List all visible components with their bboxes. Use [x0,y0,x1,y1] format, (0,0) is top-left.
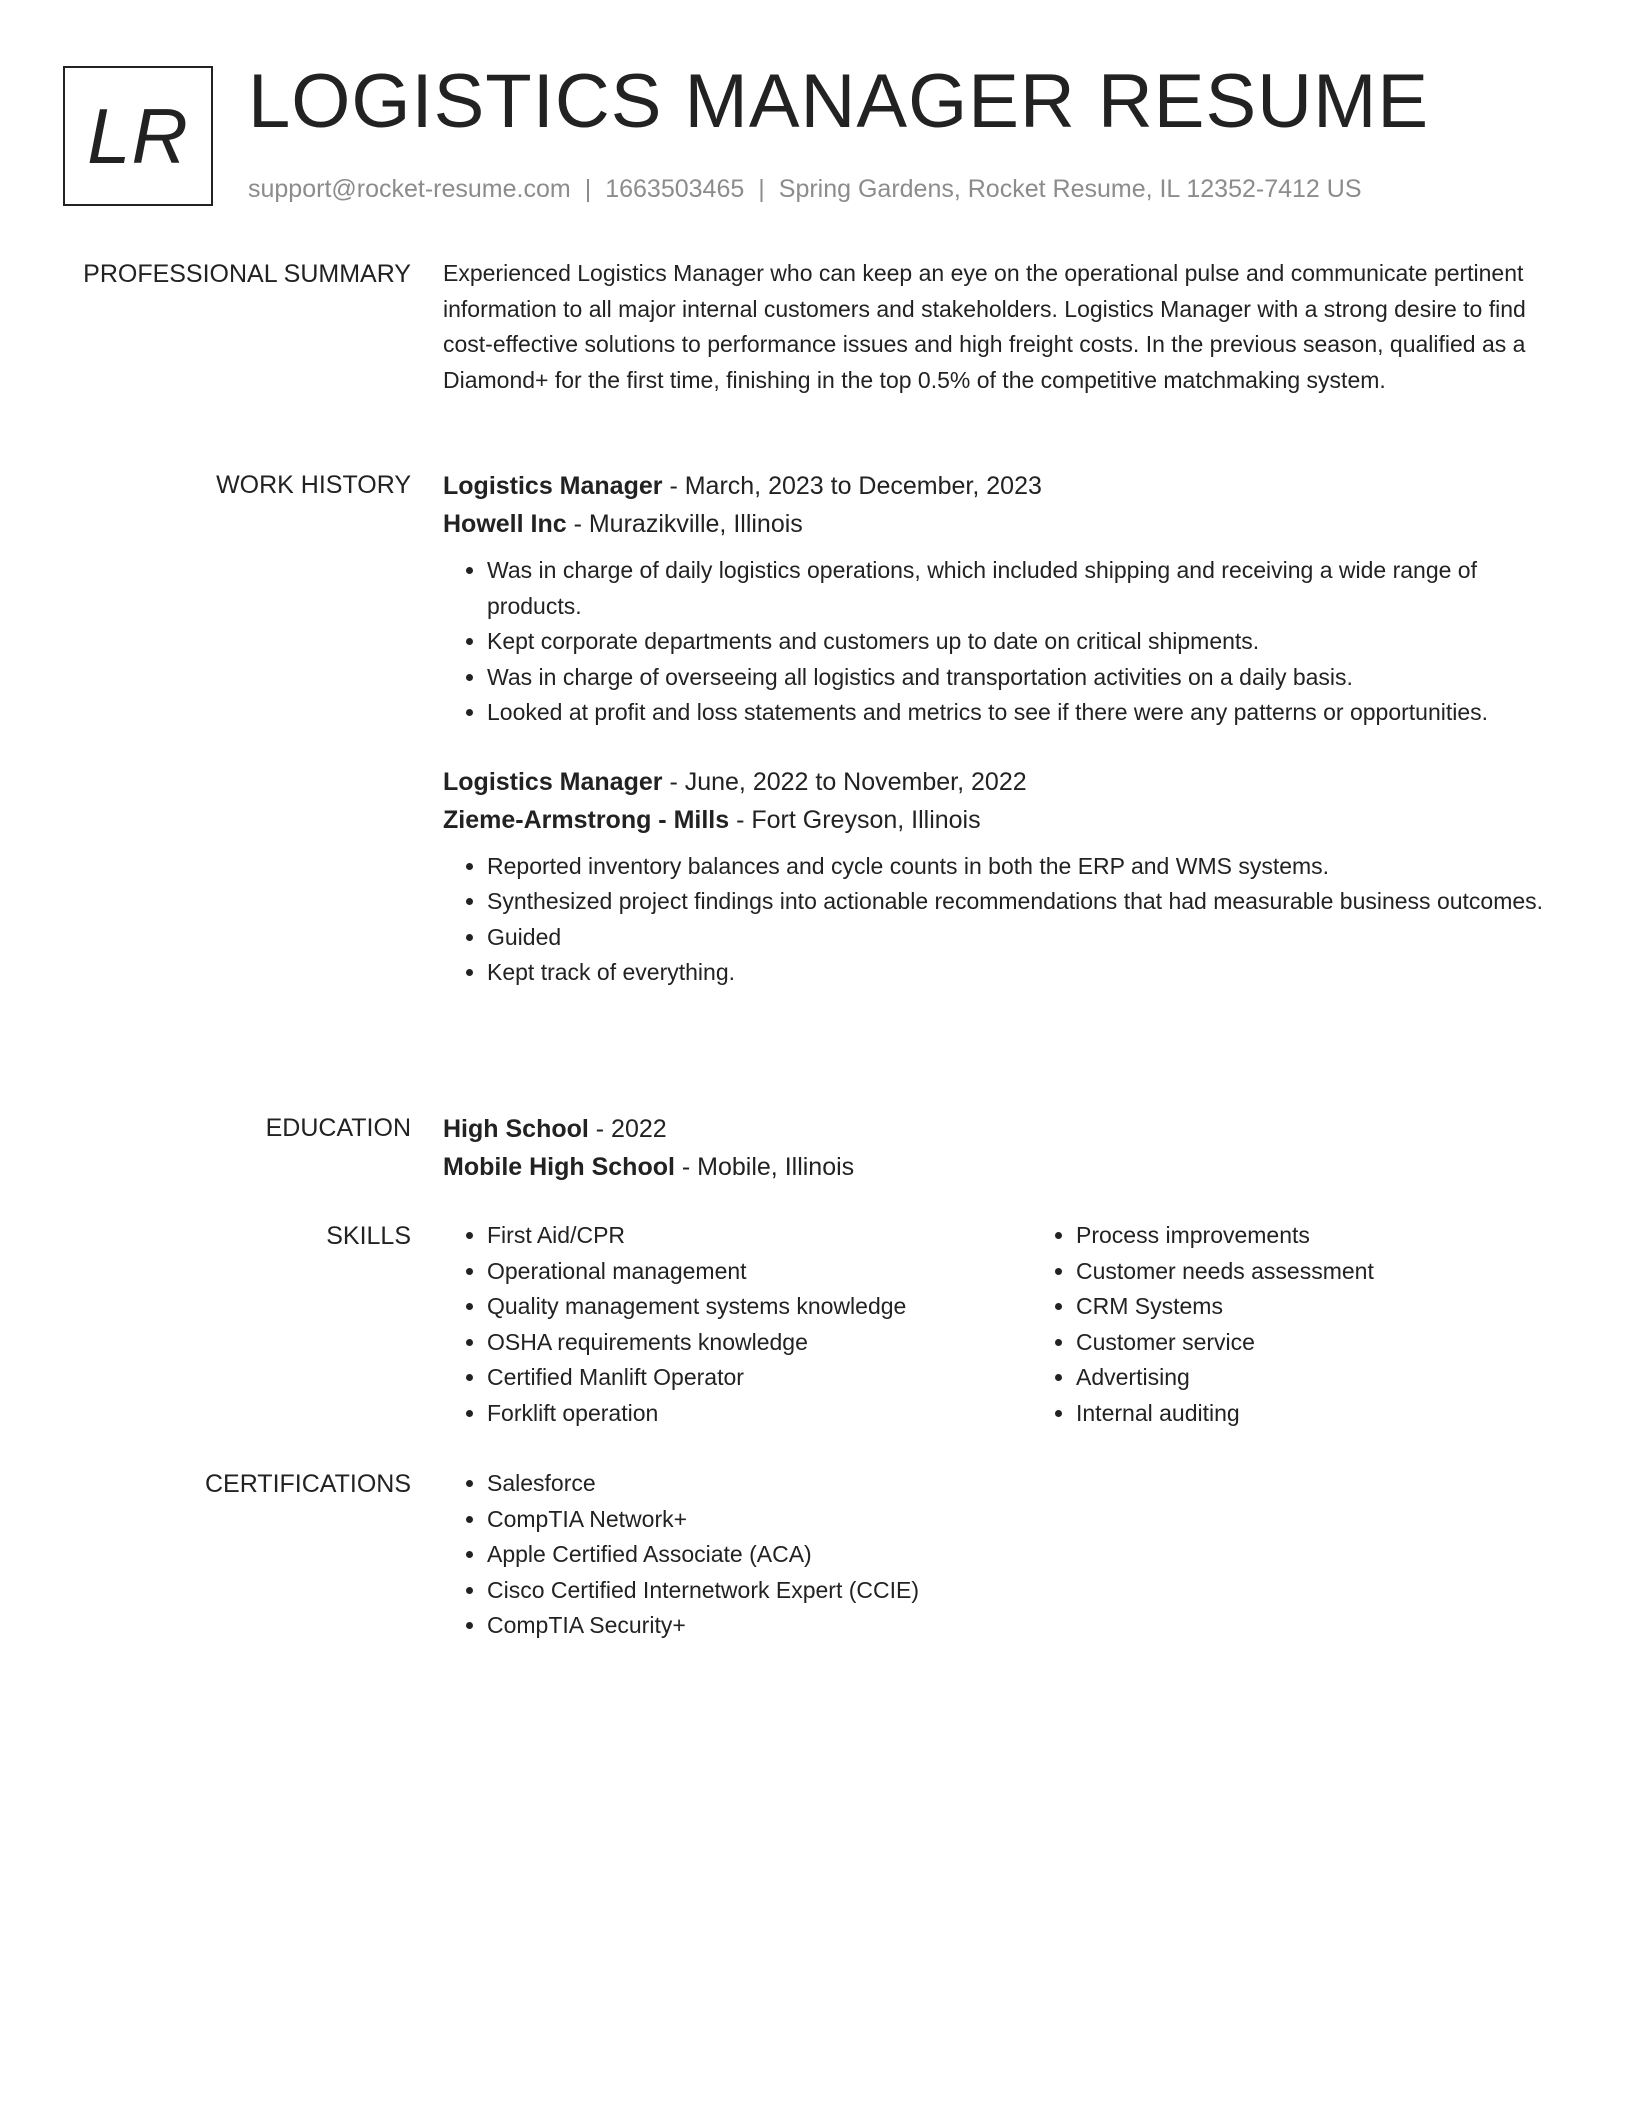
certification-item: • Cisco Certified Internetwork Expert (CCIE) [487,1573,1553,1609]
job-bullet: • Guided [487,920,1553,956]
skills-list-right [1032,1218,1621,1431]
job-bullet: • Looked at profit and loss statements and metrics to see if there were any patterns or opportunities. [487,695,1553,731]
contact-address: Spring Gardens, Rocket Resume, IL 12352-7412 US [778,175,1362,203]
education-body [443,1110,1553,1186]
job-location: - Fort Greyson, Illinois [729,805,981,834]
job-entry [443,763,1553,991]
contact-email: support@rocket-resume.com [248,175,571,203]
certifications-body [443,1466,1553,1644]
skill-item: • Certified Manlift Operator [487,1360,1032,1396]
education-location: - Mobile, Illinois [674,1153,855,1181]
certification-item: • CompTIA Security+ [487,1608,1553,1644]
job-company: Zieme-Armstrong - Mills [443,805,730,834]
skill-item: • Process improvements [1076,1218,1621,1254]
job-company: Howell Inc [443,510,567,538]
monogram-badge [63,66,213,206]
skill-item: • Operational management [487,1254,1032,1290]
education-degree: High School [443,1115,589,1143]
certification-item: • Apple Certified Associate (ACA) [487,1537,1553,1573]
job-title: Logistics Manager [443,472,663,500]
section-label-skills: SKILLS [326,1222,411,1250]
skill-item: • Quality management systems knowledge [487,1289,1032,1325]
job-dates: - June, 2022 to November, 2022 [662,767,1027,796]
section-label-work-history: WORK HISTORY [216,471,411,499]
skill-item: • Advertising [1076,1360,1621,1396]
education-degree-line [443,1110,1553,1148]
summary-body [443,256,1553,398]
monogram-initials: LR [87,91,189,180]
skill-item: • CRM Systems [1076,1289,1621,1325]
job-bullet: • Was in charge of daily logistics operations, which included shipping and receiving a wide range of products. [487,553,1553,624]
contact-separator: | [584,175,592,203]
section-label-summary: PROFESSIONAL SUMMARY [83,260,411,288]
job-location: - Murazikville, Illinois [566,510,803,538]
job-bullet: • Synthesized project findings into actionable recommendations that had measurable business outcomes. [487,884,1553,920]
job-title-line [443,467,1553,505]
skill-item: • OSHA requirements knowledge [487,1325,1032,1361]
skill-item: • Customer needs assessment [1076,1254,1621,1290]
job-bullet-list [443,849,1553,991]
section-label-certifications: CERTIFICATIONS [204,1470,411,1498]
skill-item: • First Aid/CPR [487,1218,1032,1254]
job-bullet: • Kept track of everything. [487,955,1553,991]
skill-item: • Internal auditing [1076,1396,1621,1432]
education-year: - 2022 [588,1115,667,1143]
job-bullet: • Reported inventory balances and cycle counts in both the ERP and WMS systems. [487,849,1553,885]
education-school: Mobile High School [443,1153,675,1181]
certification-item: • CompTIA Network+ [487,1502,1553,1538]
skills-body [443,1218,1553,1431]
job-company-line [443,505,1553,543]
certifications-list [443,1466,1553,1644]
education-school-line [443,1148,1553,1186]
job-bullet: • Was in charge of overseeing all logistics and transportation activities on a daily basis. [487,660,1553,696]
job-title-line [443,763,1553,801]
job-bullet: • Kept corporate departments and customers up to date on critical shipments. [487,624,1553,660]
resume-title: LOGISTICS MANAGER RESUME [248,59,1430,144]
skills-list-left [443,1218,1032,1431]
section-label-education: EDUCATION [265,1114,411,1142]
work-history-body [443,467,1553,991]
skill-item: • Customer service [1076,1325,1621,1361]
certification-item: • Salesforce [487,1466,1553,1502]
job-title: Logistics Manager [443,767,663,796]
summary-text: Experienced Logistics Manager who can keep an eye on the operational pulse and communicate pertinent information to all major internal customers and stakeholders. Logistics Manager with a strong desire to find cost-effective solutions to performance issues and high freight costs. In the previous season, qualified as a Diamond+ for the first time, finishing in the top 0.5% of the competitive matchmaking system. [443,260,1526,393]
skill-item: • Forklift operation [487,1396,1032,1432]
job-bullet-list [443,553,1553,731]
job-company-line [443,801,1553,839]
job-dates: - March, 2023 to December, 2023 [662,472,1042,500]
skills-columns [443,1218,1553,1431]
contact-line [248,172,1362,206]
contact-phone: 1663503465 [605,175,745,203]
contact-separator: | [758,175,765,203]
job-entry [443,467,1553,731]
